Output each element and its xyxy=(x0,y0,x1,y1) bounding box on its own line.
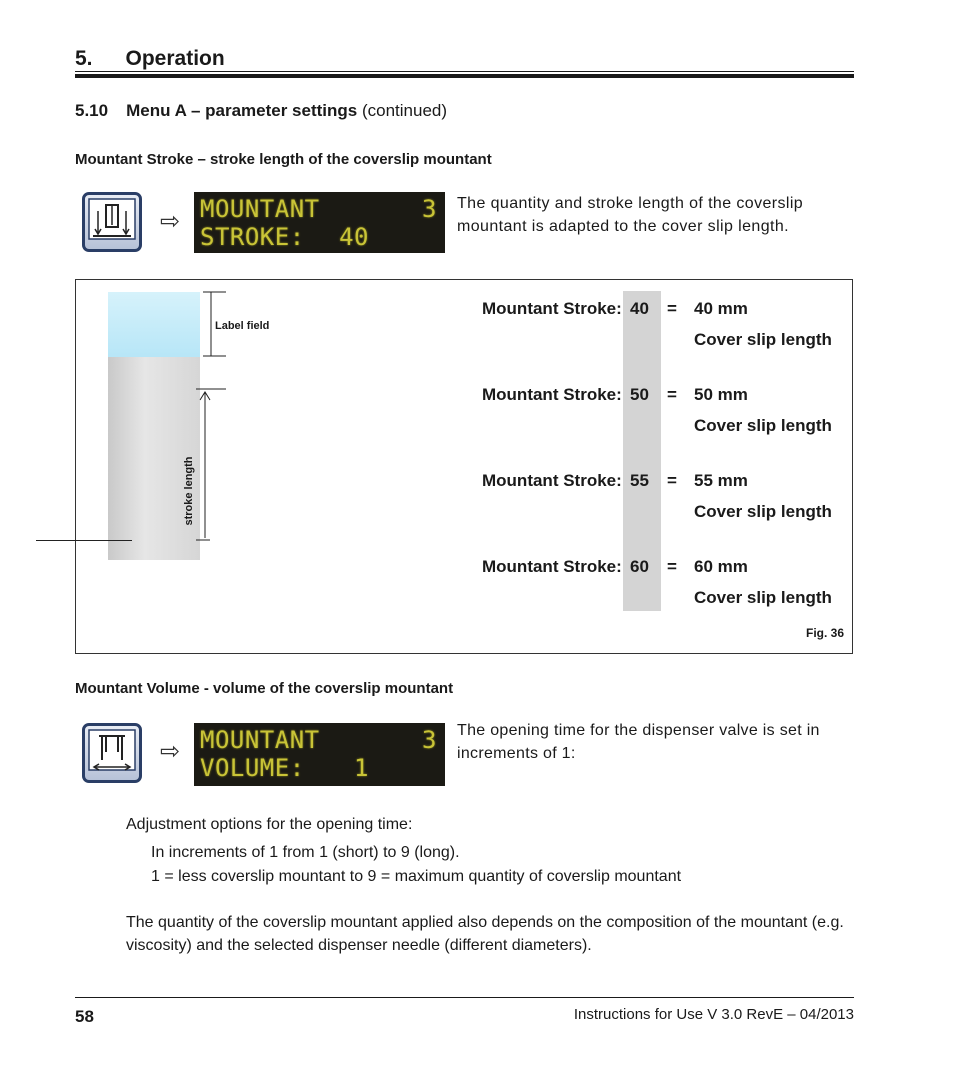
lcd-volume-line2-value: 1 xyxy=(354,754,369,782)
adjust-intro: Adjustment options for the opening time: xyxy=(126,816,413,833)
closing-paragraph: The quantity of the coverslip mountant applied also depends on the composition of the mountant (e.g. viscosity) and the selected dispenser needle (different diameters). xyxy=(126,914,844,954)
row-2-equals: = xyxy=(667,385,677,404)
lcd-volume-line1-value: 3 xyxy=(422,726,437,754)
lcd-line1-label: MOUNTANT xyxy=(200,195,320,223)
row-4-equals: = xyxy=(667,557,677,576)
row-2-value: 50 xyxy=(630,385,649,404)
mountant-stroke-icon xyxy=(82,192,142,252)
volume-description: The opening time for the dispenser valve is set in increments of 1: xyxy=(457,722,820,762)
mountant-stroke-glyph xyxy=(85,195,139,249)
figure-caption: Fig. 36 xyxy=(805,626,844,640)
row-1-equals: = xyxy=(667,299,677,318)
chapter-heading xyxy=(75,47,225,71)
section-heading xyxy=(75,101,447,121)
row-4-sub: Cover slip length xyxy=(694,588,832,607)
adjust-line-1: In increments of 1 from 1 (short) to 9 (long). xyxy=(151,844,460,861)
lcd-line2-value: 40 xyxy=(339,223,369,251)
row-4-mm: 60 mm xyxy=(694,557,748,576)
row-2-mm: 50 mm xyxy=(694,385,748,404)
lcd-volume-line1-label: MOUNTANT xyxy=(200,726,320,754)
section-number: 5.10 xyxy=(75,101,109,120)
lcd-line2-label: STROKE: xyxy=(200,223,305,251)
stroke-length-caption: stroke length xyxy=(183,456,195,526)
row-1-sub: Cover slip length xyxy=(694,330,832,349)
row-4-value: 60 xyxy=(630,557,649,576)
row-4-label: Mountant Stroke: xyxy=(482,557,622,576)
document-id: Instructions for Use V 3.0 RevE – 04/2013 xyxy=(573,1006,854,1023)
stroke-heading: Mountant Stroke – stroke length of the coverslip mountant xyxy=(75,151,492,168)
row-1-label: Mountant Stroke: xyxy=(482,299,622,318)
hollow-arrow-right-icon: ⇨ xyxy=(160,208,181,235)
lcd-display-volume xyxy=(194,723,445,786)
slide-label-area xyxy=(108,292,200,357)
header-rule-thick xyxy=(75,74,854,78)
hollow-arrow-right-icon-2: ⇨ xyxy=(160,738,181,765)
label-field-caption: Label field xyxy=(215,320,270,332)
lcd-display-stroke xyxy=(194,192,445,253)
footer-rule xyxy=(75,997,854,998)
row-3-label: Mountant Stroke: xyxy=(482,471,622,490)
adjust-line-2: 1 = less coverslip mountant to 9 = maximum quantity of coverslip mountant xyxy=(151,868,682,885)
row-3-value: 55 xyxy=(630,471,649,490)
lcd-volume-line2-label: VOLUME: xyxy=(200,754,305,782)
section-suffix: (continued) xyxy=(361,101,448,120)
page-number: 58 xyxy=(75,1007,94,1026)
volume-heading: Mountant Volume - volume of the coverslip mountant xyxy=(75,680,454,697)
row-2-label: Mountant Stroke: xyxy=(482,385,622,404)
row-1-mm: 40 mm xyxy=(694,299,748,318)
figure-36 xyxy=(75,279,853,654)
mountant-volume-icon xyxy=(82,723,142,783)
header-rule-thin xyxy=(75,71,854,72)
row-2-sub: Cover slip length xyxy=(694,416,832,435)
row-3-mm: 55 mm xyxy=(694,471,748,490)
section-title: Menu A – parameter settings xyxy=(126,101,358,120)
slide-bottom-line xyxy=(36,540,132,541)
row-3-equals: = xyxy=(667,471,677,490)
row-1-value: 40 xyxy=(630,299,649,318)
mountant-volume-glyph xyxy=(85,726,139,780)
chapter-title: Operation xyxy=(125,47,225,70)
row-3-sub: Cover slip length xyxy=(694,502,832,521)
chapter-number: 5. xyxy=(75,47,93,70)
lcd-line1-value: 3 xyxy=(422,195,437,223)
stroke-description: The quantity and stroke length of the coverslip mountant is adapted to the cover slip length. xyxy=(457,195,804,235)
